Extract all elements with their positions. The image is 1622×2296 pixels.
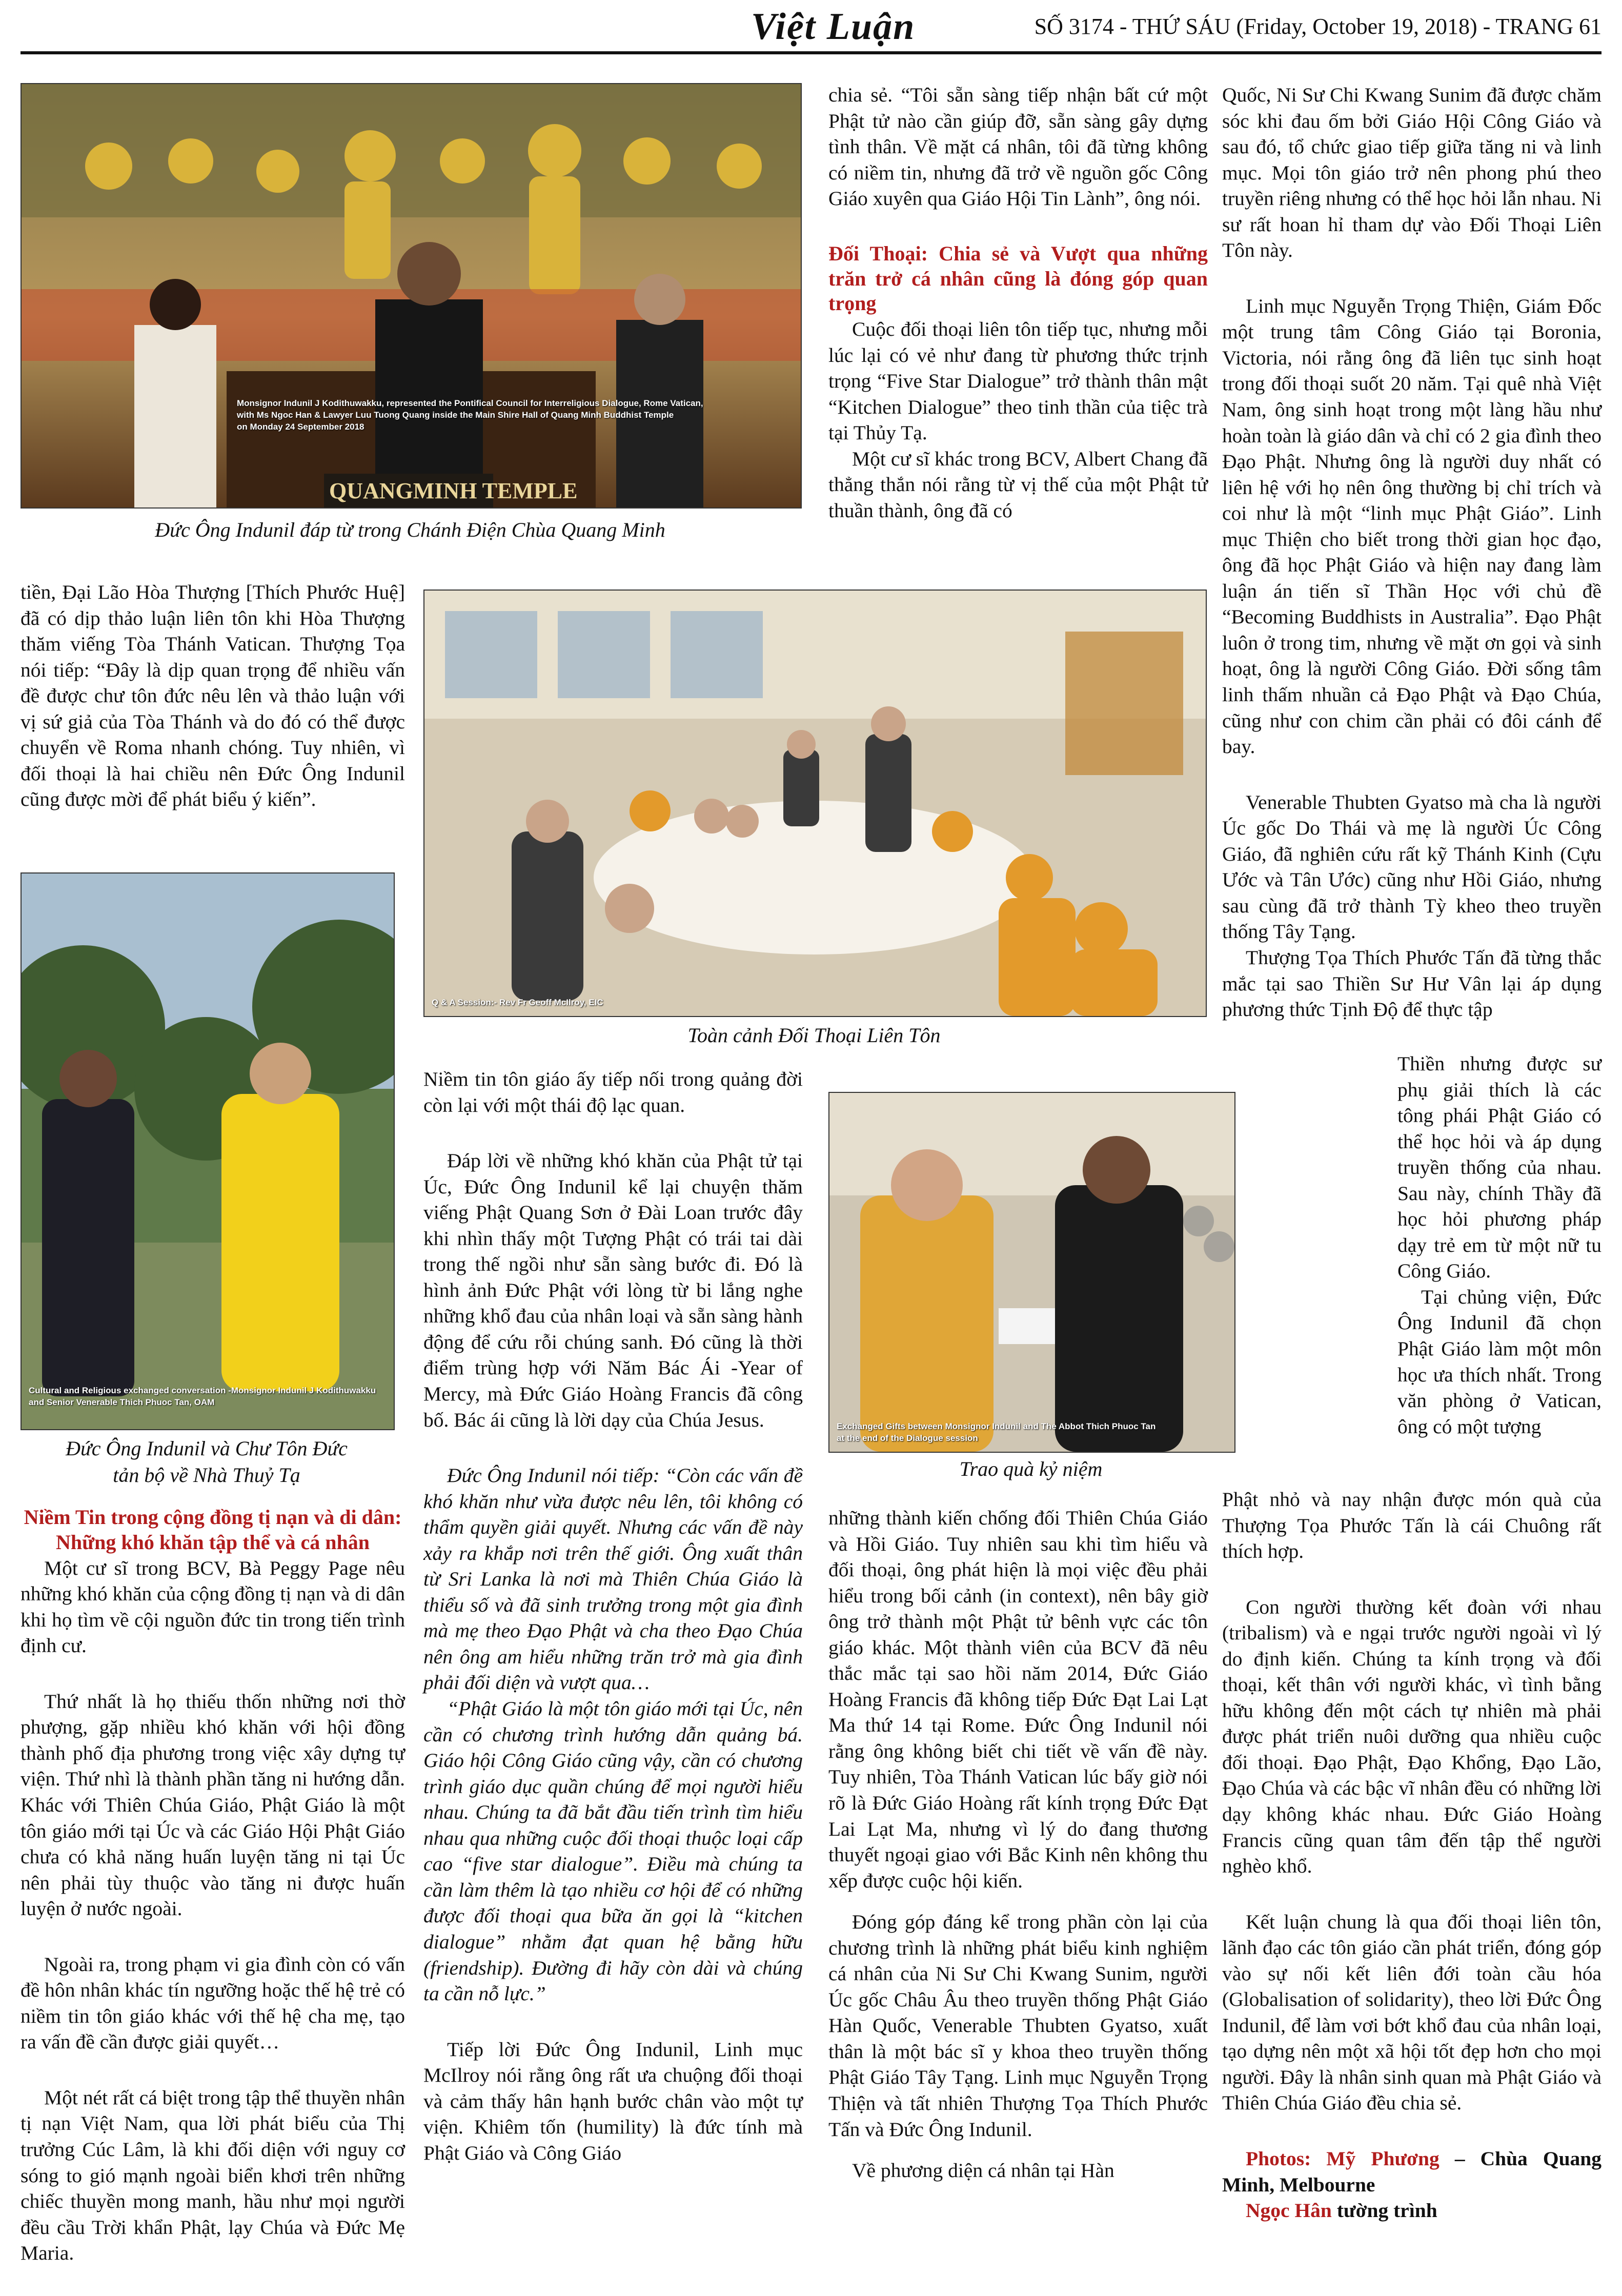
temple-speech-illustration bbox=[22, 84, 801, 507]
photo-dialogue-room bbox=[423, 590, 1207, 1017]
photo-gift-exchange bbox=[828, 1092, 1235, 1453]
photo-temple-speech bbox=[21, 83, 802, 509]
issue-info: SỐ 3174 - THỨ SÁU (Friday, October 19, 2018) - TRANG 61 bbox=[1034, 14, 1601, 39]
photo-credit: Q & A Session:- Rev Fr Geoff McIlroy, EIC bbox=[432, 998, 603, 1008]
column-1-bottom bbox=[21, 1505, 405, 2296]
temple-sign-text: QUANGMINH TEMPLE bbox=[329, 478, 578, 503]
section-heading: Đối Thoại: Chia sẻ và Vượt qua những trăn trở cá nhân cũng là đóng góp quan trọng bbox=[828, 241, 1208, 315]
paragraph: Một cư sĩ khác trong BCV, Albert Chang đã thẳng thắn nói rằng từ vị thế của một Phật tử thuần thành, ông đã có bbox=[828, 447, 1208, 522]
paragraph: Thứ nhất là họ thiếu thốn những nơi thờ phượng, gặp nhiều khó khăn với hội đồng thành phố địa phương trong việc xây dựng tự viện. Thứ nhì là thành phần tăng ni hướng dẫn. Khác với Thiên Chúa Giáo, Phật Giáo là một tôn giáo mới tại Úc và các Giáo Hội Phật Giáo chưa có khả năng huấn luyện tăng ni tại Úc nên phải tùy thuộc vào tăng ni được huấn luyện ở nước ngoài. bbox=[21, 1690, 405, 1920]
photo-credit-line: Photos: Mỹ Phương – Chùa Quang Minh, Melbourne bbox=[1222, 2147, 1602, 2196]
author-line: Ngọc Hân tường trình bbox=[1246, 2199, 1437, 2222]
publication-title: Việt Luận bbox=[751, 6, 916, 48]
paragraph: Ngoài ra, trong phạm vi gia đình còn có vấn đề hôn nhân khác tín ngưỡng hoặc thế hệ trẻ có niềm tin tôn giáo khác với thế hệ cha mẹ, tạo ra vấn đề cần được giải quyết… bbox=[21, 1953, 405, 2054]
masthead bbox=[21, 3, 1601, 54]
gift-exchange-illustration bbox=[829, 1093, 1234, 1452]
paragraph: chia sẻ. “Tôi sẵn sàng tiếp nhận bất cứ một Phật tử nào cần giúp đỡ, sẵn sàng gây dựng tình thân. Về mặt cá nhân, tôi đã từng không có niềm tin, nhưng đã trở về nguồn gốc Công Giáo xuyên qua Giáo Hội Tin Lành”, ông nói. bbox=[828, 84, 1208, 210]
column-3-top bbox=[828, 82, 1208, 524]
walking-illustration bbox=[22, 873, 394, 1429]
paragraph: Đức Ông Indunil nói tiếp: “Còn các vấn đề khó khăn như vừa được nêu lên, tôi không có thẩm quyền giải quyết. Nhưng các vấn đề này xảy ra khắp nơi trên thế giới. Ông xuất thân từ Sri Lanka là nơi mà Thiên Chúa Giáo là thiểu số và đã sinh trưởng trong một gia đình mà mẹ theo Đạo Phật và cha theo Đạo Chúa nên ông am hiểu những trăn trở mà gia đình phải đối diện và vượt qua… bbox=[423, 1464, 803, 1694]
paragraph: Niềm tin tôn giáo ấy tiếp nối trong quảng đời còn lại với một thái độ lạc quan. bbox=[423, 1068, 803, 1116]
column-3-bottom bbox=[828, 1505, 1208, 2184]
photo-credit: Cultural and Religious exchanged conversation -Monsignor Indunil J Kodithuwakku and Senior Venerable Thich Phuoc Tan, OAM bbox=[29, 1386, 376, 1408]
paragraph: những thành kiến chống đối Thiên Chúa Giáo và Hồi Giáo. Tuy nhiên sau khi tìm hiểu và đối thoại, ông phát hiện là mọi việc đều phải hiểu trong bối cảnh (in context), nên bây giờ ông trở thành một Phật tử bênh vực các tôn giáo khác. Một thành viên của BCV đã nêu thắc mắc tại sao hồi năm 2014, Đức Giáo Hoàng Francis đã không tiếp Đức Đạt Lai Lạt Ma thứ 14 tại Rome. Đức Ông Indunil nói rằng ông không biết chi tiết về vấn đề này. Tuy nhiên, Tòa Thánh Vatican lúc bấy giờ nói rõ là Đức Giáo Hoàng rất kính trọng Đức Đạt Lai Lạt Ma, nhưng vì lý do đang thương thuyết ngoại giao với Bắc Kinh nên không thu xếp được cuộc hội kiến. bbox=[828, 1507, 1208, 1892]
paragraph: Phật nhỏ và nay nhận được món quà của Thượng Tọa Phước Tấn là cái Chuông rất thích hợp. bbox=[1222, 1488, 1601, 1563]
paragraph: Tại chủng viện, Đức Ông Indunil đã chọn Phật Giáo làm một môn học ưa thích nhất. Trong văn phòng ở Vatican, ông có một tượng bbox=[1397, 1285, 1601, 1438]
paragraph: Thượng Tọa Thích Phước Tấn đã từng thắc mắc tại sao Thiền Sư Hư Vân lại áp dụng phương thức Tịnh Độ để thực tập bbox=[1222, 946, 1601, 1021]
caption-dialogue-room: Toàn cảnh Đối Thoại Liên Tôn bbox=[687, 1024, 941, 1047]
photo-credit: Monsignor Indunil J Kodithuwakku, represented the Pontifical Council for Interreligious Dialogue, Rome Vatican, with Ms Ngoc Han & Lawyer Luu Tuong Quang inside the Main Shire Hall of Quang Minh Buddhist Temple on Monday 24 September 2018 bbox=[237, 398, 703, 432]
paragraph: Đáp lời về những khó khăn của Phật tử tại Úc, Đức Ông Indunil kể lại chuyện thăm viếng Phật Quang Sơn ở Đài Loan trước đây khi nhìn thấy một Tượng Phật có trái tai dài trong thế ngồi như sẵn sàng bước đi. Đó là hình ảnh Đức Phật với lòng từ bi lắng nghe những khổ đau của nhân loại và sẵn sàng hành động để cứu rỗi chúng sanh. Đó cũng là thời điểm trùng hợp với Năm Bác Ái -Year of Mercy, mà Đức Giáo Hoàng Francis đã công bố. Bác ái cũng là lời dạy của Chúa Jesus. bbox=[423, 1149, 803, 1431]
photo-walking bbox=[21, 872, 395, 1430]
paragraph: Một nét rất cá biệt trong tập thể thuyền nhân tị nạn Việt Nam, qua lời phát biểu của Thị trưởng Cúc Lâm, là khi đối diện với nguy cơ sóng to gió mạnh ngoài biển khơi trên những chiếc thuyền mong manh, hầu như mọi người đều cầu Trời khẩn Phật, lạy Chúa và Đức Mẹ Maria. bbox=[21, 2086, 405, 2265]
dialogue-room-illustration bbox=[424, 591, 1206, 1016]
paragraph: tiền, Đại Lão Hòa Thượng [Thích Phước Huệ] đã có dịp thảo luận liên tôn khi Hòa Thượng thăm viếng Tòa Thánh Vatican. Thượng Tọa nói tiếp: “Đây là dịp quan trọng để nhiều vấn đề được chư tôn đức nêu lên và thảo luận với vị sứ giả của Tòa Thánh và do đó có thể được chuyển về Roma nhanh chóng. Tuy nhiên, vì đối thoại là hai chiều nên Đức Ông Indunil cũng được mời để phát biểu ý kiến”. bbox=[21, 581, 405, 811]
column-4-bottom bbox=[1222, 1487, 1601, 2224]
photo-credit: Exchanged Gifts between Monsignor Indunil and The Abbot Thich Phuoc Tan at the end of the Dialogue session bbox=[837, 1421, 1156, 1444]
column-4-wrap bbox=[1249, 1051, 1601, 1439]
caption-gift-exchange: Trao quà kỷ niệm bbox=[959, 1457, 1103, 1480]
paragraph: Tiếp lời Đức Ông Indunil, Linh mục McIlroy nói rằng ông rất ưa chuộng đối thoại và cảm thấy hân hạnh bước chân vào một tự viện. Khiêm tốn (humility) là đức tính mà Phật Giáo và Công Giáo bbox=[423, 2038, 803, 2164]
paragraph: Linh mục Nguyễn Trọng Thiện, Giám Đốc một trung tâm Công Giáo tại Boronia, Victoria, nói rằng ông đã liên tục sinh hoạt trong đối thoại suốt 20 năm. Tại quê nhà Việt Nam, ông sinh hoạt trong một làng hầu như hoàn toàn là giáo dân và chỉ có 2 gia đình theo Đạo Phật. Nhưng ông là người duy nhất có liên hệ với họ nên ông thường bị chỉ trích và coi như là một “linh mục Phật Giáo”. Linh mục Thiện cho biết trong thời gian học đạo, ông đã học Phật Giáo và hiện nay đang làm luận án tiến sĩ Thần Học với chủ đề “Becoming Buddhists in Australia”. Đạo Phật luôn ở trong tim, nhưng về mặt ơn gọi và sinh hoạt, ông là người Công Giáo. Đời sống tâm linh thấm nhuần cả Đạo Phật và Đạo Chúa, cũng như con chim cần phải có đôi cánh để bay. bbox=[1222, 294, 1601, 758]
section-heading: Niềm Tin trong cộng đồng tị nạn và di dân: Những khó khăn tập thể và cá nhân bbox=[24, 1506, 402, 1554]
column-2 bbox=[423, 1066, 803, 2166]
paragraph: Kết luận chung là qua đối thoại liên tôn, lãnh đạo các tôn giáo cần phát triển, đóng góp vào sự nối kết liên đới toàn cầu hóa (Globalisation of solidarity), theo lời Đức Ông Indunil, để làm vơi bớt khổ đau của nhân loại, tạo dựng nên một xã hội tốt đẹp hơn cho mọi người. Đây là nhân sinh quan mà Phật Giáo và Thiên Chúa Giáo đều chia sẻ. bbox=[1222, 1910, 1601, 2115]
caption-walking: Đức Ông Indunil và Chư Tôn Đức tản bộ về Nhà Thuỷ Tạ bbox=[66, 1437, 348, 1487]
caption-temple-speech: Đức Ông Indunil đáp từ trong Chánh Điện Chùa Quang Minh bbox=[155, 518, 665, 541]
paragraph: Một cư sĩ trong BCV, Bà Peggy Page nêu những khó khăn của cộng đồng tị nạn và di dân khi họ tìm về cội nguồn đức tin trong tiến trình định cư. bbox=[21, 1556, 405, 1657]
paragraph: Con người thường kết đoàn với nhau (tribalism) và e ngại trước người ngoài vì lý do định kiến. Chúng ta kính trọng và đối thoại, kết thân với người khác, vì tình bằng hữu không đến một cách tự nhiên mà phải được phát triển nuôi dưỡng qua nhiều cuộc đối thoại. Đạo Phật, Đạo Khổng, Đạo Lão, Đạo Chúa và các bậc vĩ nhân đều có những lời dạy không khác nhau. Đức Giáo Hoàng Francis cũng quan tâm đến tập thể người nghèo khổ. bbox=[1222, 1595, 1601, 1878]
column-1-top bbox=[21, 579, 405, 842]
paragraph: Thiền nhưng được sư phụ giải thích là các tông phái Phật Giáo có thể học hỏi và áp dụng truyền thống của nhau. Sau này, chính Thầy đã học hỏi phương pháp dạy trẻ em từ một nữ tu Công Giáo. bbox=[1397, 1052, 1601, 1283]
column-4-top bbox=[1222, 82, 1601, 1023]
paragraph: Cuộc đối thoại liên tôn tiếp tục, nhưng mỗi lúc lại có vẻ như đang từ phương thức trịnh trọng “Five Star Dialogue” trở thành thân mật “Kitchen Dialogue” theo tinh thần của tiệc trà tại Thủy Tạ. bbox=[828, 318, 1208, 444]
paragraph: Quốc, Ni Sư Chi Kwang Sunim đã được chăm sóc khi đau ốm bởi Giáo Hội Công Giáo và sau đó, tổ chức giao tiếp giữa tăng ni và linh mục. Mọi tôn giáo trở nên phong phú theo truyền riêng nhưng có thể học hỏi lẫn nhau. Ni sư rất hoan hỉ tham dự vào Đối Thoại Liên Tôn này. bbox=[1222, 84, 1601, 262]
signature-block bbox=[1222, 2146, 1601, 2224]
paragraph: Về phương diện cá nhân tại Hàn bbox=[852, 2159, 1114, 2182]
paragraph: Venerable Thubten Gyatso mà cha là người Úc gốc Do Thái và mẹ là người Úc Công Giáo, đã nghiên cứu rất kỹ Thánh Kinh (Cựu Ước và Tân Ước) cũng như Hồi Giáo, nhưng sau cùng đã trở thành Tỳ kheo theo truyền thống Tây Tạng. bbox=[1222, 790, 1601, 943]
paragraph: “Phật Giáo là một tôn giáo mới tại Úc, nên cần có chương trình hướng dẫn quảng bá. Giáo hội Công Giáo cũng vậy, cần có chương trình giáo dục quần chúng để mọi người hiểu nhau. Chúng ta đã bắt đầu tiến trình tìm hiểu nhau qua những cuộc đối thoại thuộc loại cấp cao “five star dialogue”. Điều mà chúng ta cần làm thêm là tạo nhiều cơ hội để có những được đối thoại qua bữa ăn gọi là “kitchen dialogue” nhằm đạt quan hệ bằng hữu (friendship). Đường đi hãy còn dài và chúng ta cần nỗ lực.” bbox=[423, 1697, 803, 2005]
paragraph: Đóng góp đáng kể trong phần còn lại của chương trình là những phát biểu kinh nghiệm cá nhân của Ni Sư Chi Kwang Sunim, người Úc gốc Châu Âu theo truyền thống Phật Giáo Hàn Quốc, Venerable Thubten Gyatso, xuất thân là một bác sĩ y khoa theo truyền thống Phật Giáo Tây Tạng. Linh mục Nguyễn Trọng Thiện và tất nhiên Thượng Tọa Thích Phước Tấn và Đức Ông Indunil. bbox=[828, 1911, 1208, 2141]
